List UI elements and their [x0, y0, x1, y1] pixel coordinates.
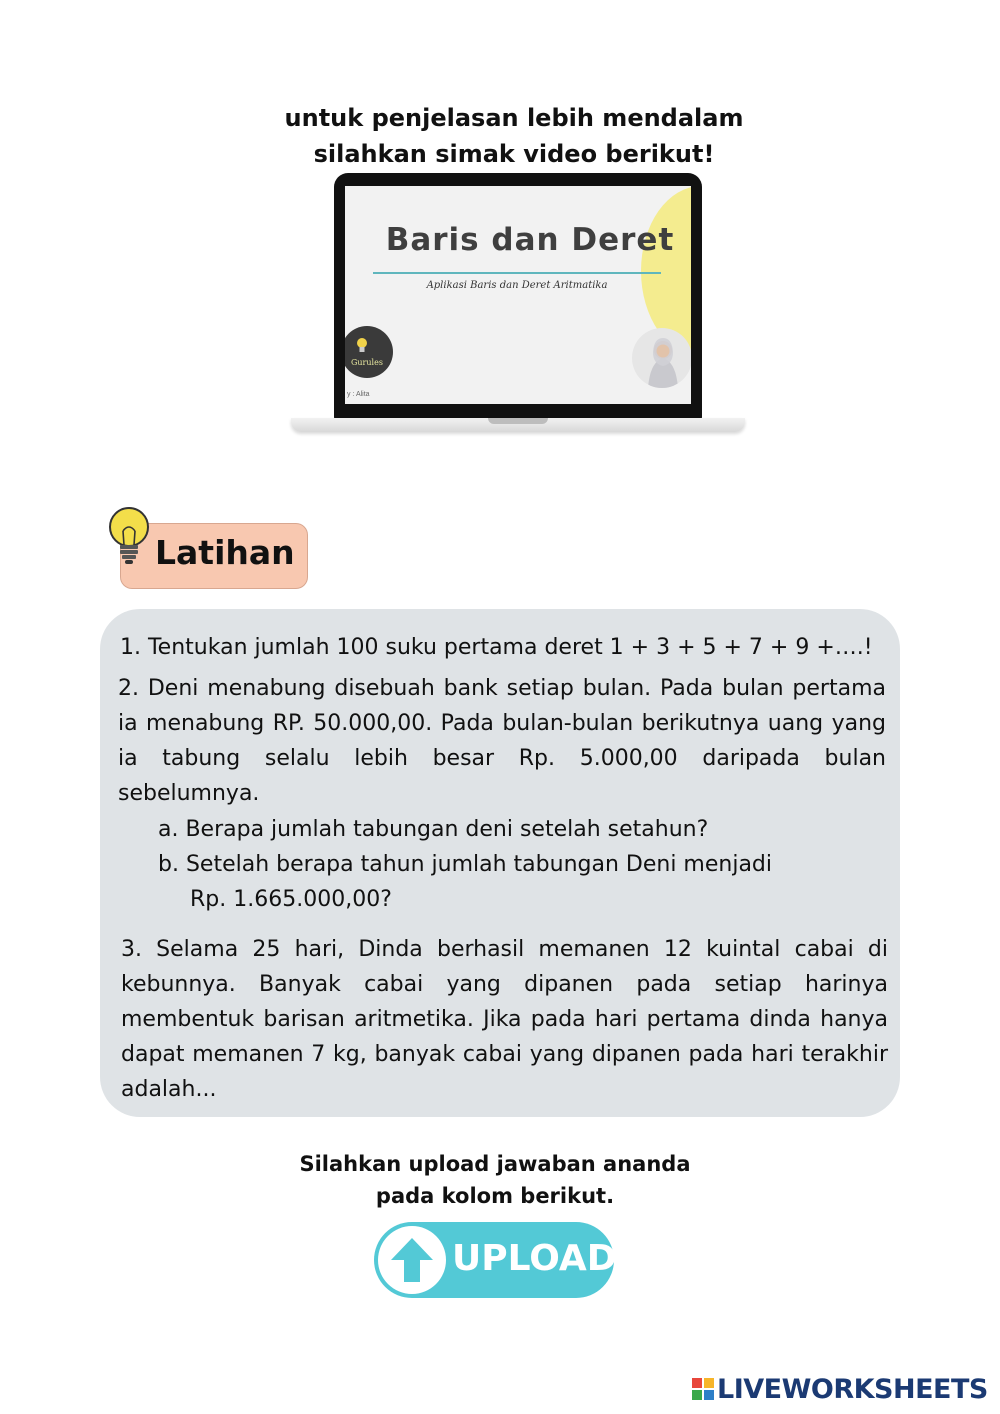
laptop-notch — [488, 418, 548, 424]
intro-line-2: silahkan simak video berikut! — [313, 140, 715, 168]
question-2b: b. Setelah berapa tahun jumlah tabungan Deni menjadi — [158, 852, 773, 877]
channel-logo-text: Gurules — [351, 358, 383, 367]
presenter-icon — [632, 328, 691, 388]
question-2a: a. Berapa jumlah tabungan deni setelah setahun? — [158, 817, 709, 842]
question-1: 1. Tentukan jumlah 100 suku pertama deret 1 + 3 + 5 + 7 + 9 +….! — [120, 635, 873, 660]
section-title: Latihan — [155, 533, 295, 572]
question-2: 2. Deni menabung disebuah bank setiap bulan. Pada bulan pertama ia menabung RP. 50.000,00. Pada bulan-bulan berikutnya uang yang ia tabung selalu lebih besar Rp. 5.000,00 daripada bulan sebelumnya. — [118, 676, 886, 806]
upload-instruction-line-2: pada kolom berikut. — [375, 1184, 615, 1208]
upload-button-label: UPLOAD — [452, 1238, 617, 1279]
upload-arrow-icon — [387, 1234, 437, 1286]
upload-instruction-line-1: Silahkan upload jawaban ananda — [299, 1152, 691, 1176]
question-3: 3. Selama 25 hari, Dinda berhasil memanen 12 kuintal cabai di kebunnya. Banyak cabai yang dipanen pada setiap harinya membentuk barisan aritmetika. Jika pada hari pertama dinda hanya dapat memanen 7 kg, banyak cabai yang dipanen pada hari terakhir adalah... — [121, 937, 888, 1102]
intro-line-1: untuk penjelasan lebih mendalam — [284, 104, 744, 132]
upload-instruction — [250, 1148, 740, 1212]
logo-bulb-icon — [355, 336, 369, 356]
brand-blocks-icon — [692, 1378, 714, 1400]
lightbulb-icon — [107, 505, 153, 569]
liveworksheets-logo — [692, 1373, 988, 1405]
brand-name: LIVEWORKSHEETS — [717, 1373, 988, 1405]
video-credit: y : Alita — [347, 391, 370, 398]
question-2b-amount: Rp. 1.665.000,00? — [190, 887, 392, 912]
video-title: Baris dan Deret — [385, 222, 675, 258]
upload-button[interactable] — [374, 1222, 617, 1298]
video-divider — [373, 272, 661, 274]
intro-text — [200, 100, 828, 172]
presenter-avatar — [632, 328, 691, 388]
channel-logo — [345, 326, 393, 378]
video-subtitle: Aplikasi Baris dan Deret Aritmatika — [426, 280, 608, 291]
video-player[interactable] — [345, 186, 691, 404]
